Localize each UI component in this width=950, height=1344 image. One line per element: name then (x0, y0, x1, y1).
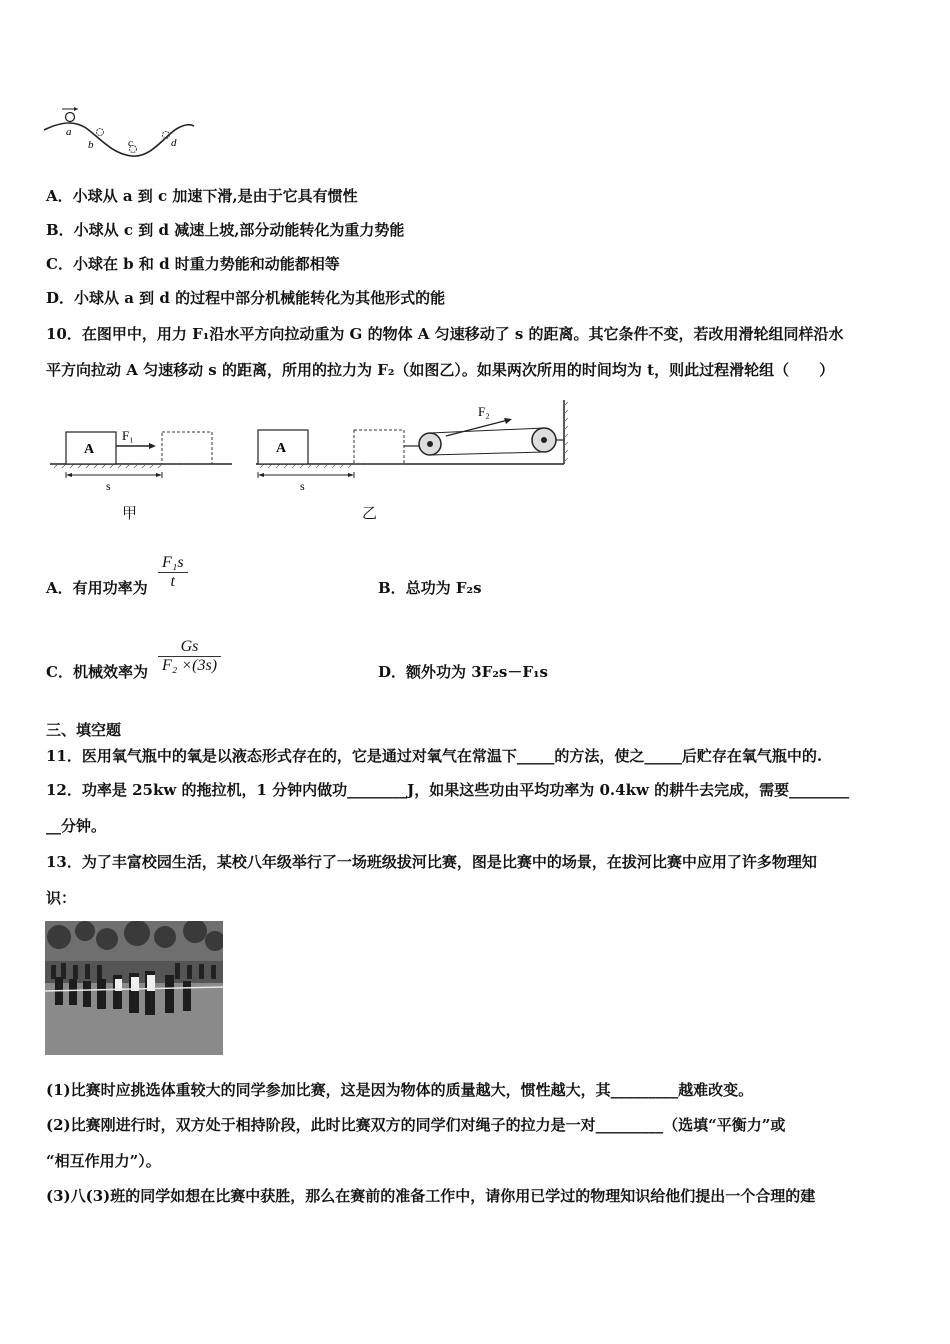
q10-option-c-label[interactable]: C．机械效率为 (46, 663, 148, 681)
block-a-final (162, 432, 212, 464)
q10-option-b[interactable]: B．总功为 F₂s (378, 579, 482, 597)
q10-stem-line1: 10．在图甲中，用力 F₁沿水平方向拉动重为 G 的物体 A 匀速移动了 s 的距离。其它条件不变，若改用滑轮组同样沿水 (46, 325, 844, 343)
q11-text: 11．医用氧气瓶中的氧是以液态形式存在的，它是通过对氧气在常温下_____的方法，使之_____后贮存在氧气瓶中的. (46, 747, 823, 765)
q10-option-c-fraction (158, 638, 221, 675)
caption-yi: 乙 (362, 505, 378, 522)
force-arrow-f2 (446, 420, 508, 436)
ball-a (66, 113, 75, 122)
q10-option-d[interactable]: D．额外功为 3F₂s－F₁s (378, 663, 548, 681)
q9-option-d[interactable]: D．小球从 a 到 d 的过程中部分机械能转化为其他形式的能 (46, 289, 446, 307)
q12-line1: 12．功率是 25kw 的拖拉机，1 分钟内做功________J，如果这些功由平均功率为 0.4kw 的耕牛去完成，需要________ (46, 781, 850, 799)
caption-jia: 甲 (122, 505, 138, 522)
force-label-f2: F₂ (478, 404, 490, 419)
figure-jia (46, 420, 236, 500)
label-c: c (128, 137, 133, 149)
block-a-label: A (84, 442, 95, 457)
block-a-final (354, 430, 404, 464)
rope-bottom (430, 452, 544, 455)
block-a-label: A (276, 441, 287, 456)
distance-label: s (106, 479, 111, 493)
q12-line2: __分钟。 (46, 817, 107, 835)
tug-of-war-photo (45, 921, 223, 1055)
q13-sub1: (1)比赛时应挑选体重较大的同学参加比赛，这是因为物体的质量越大，惯性越大，其_________越难改变。 (46, 1081, 754, 1099)
ball-b (97, 129, 104, 136)
q13-line2: 识： (46, 889, 77, 907)
fraction-numerator: Gs (180, 638, 199, 655)
label-d: d (171, 137, 177, 149)
q13-sub2-line1: (2)比赛刚进行时，双方处于相持阶段，此时比赛双方的同学们对绳子的拉力是一对_________（选填“平衡力”或 (46, 1116, 786, 1134)
figure-yi (252, 396, 582, 500)
rope-top (430, 428, 544, 433)
fraction-numerator: F₁s (162, 554, 184, 571)
section-title: 三、填空题 (46, 721, 122, 739)
distance-label: s (300, 479, 305, 493)
q13-sub2-line2: “相互作用力”）。 (46, 1152, 161, 1170)
force-label-f1: F₁ (122, 428, 134, 443)
label-a: a (66, 126, 72, 138)
q9-option-b[interactable]: B．小球从 c 到 d 减速上坡,部分动能转化为重力势能 (46, 221, 405, 239)
fraction-denominator: F₂ ×(3s) (162, 657, 218, 674)
q10-stem-line2: 平方向拉动 A 匀速移动 s 的距离，所用的拉力为 F₂（如图乙）。如果两次所用的时间均为 t，则此过程滑轮组（ ） (46, 361, 835, 379)
q13-line1: 13．为了丰富校园生活，某校八年级举行了一场班级拔河比赛，图是比赛中的场景，在拔河比赛中应用了许多物理知 (46, 853, 817, 871)
q10-option-a-label[interactable]: A．有用功率为 (46, 579, 148, 597)
label-b: b (88, 139, 94, 151)
q13-sub3: (3)八(3)班的同学如想在比赛中获胜，那么在赛前的准备工作中，请你用已学过的物理知识给他们提出一个合理的建 (46, 1187, 816, 1205)
track-figure (40, 104, 200, 164)
q9-option-a[interactable]: A．小球从 a 到 c 加速下滑,是由于它具有惯性 (46, 187, 358, 205)
q9-option-c[interactable]: C．小球在 b 和 d 时重力势能和动能都相等 (46, 255, 340, 273)
fraction-denominator: t (170, 573, 175, 590)
q10-option-a-fraction (158, 554, 188, 591)
